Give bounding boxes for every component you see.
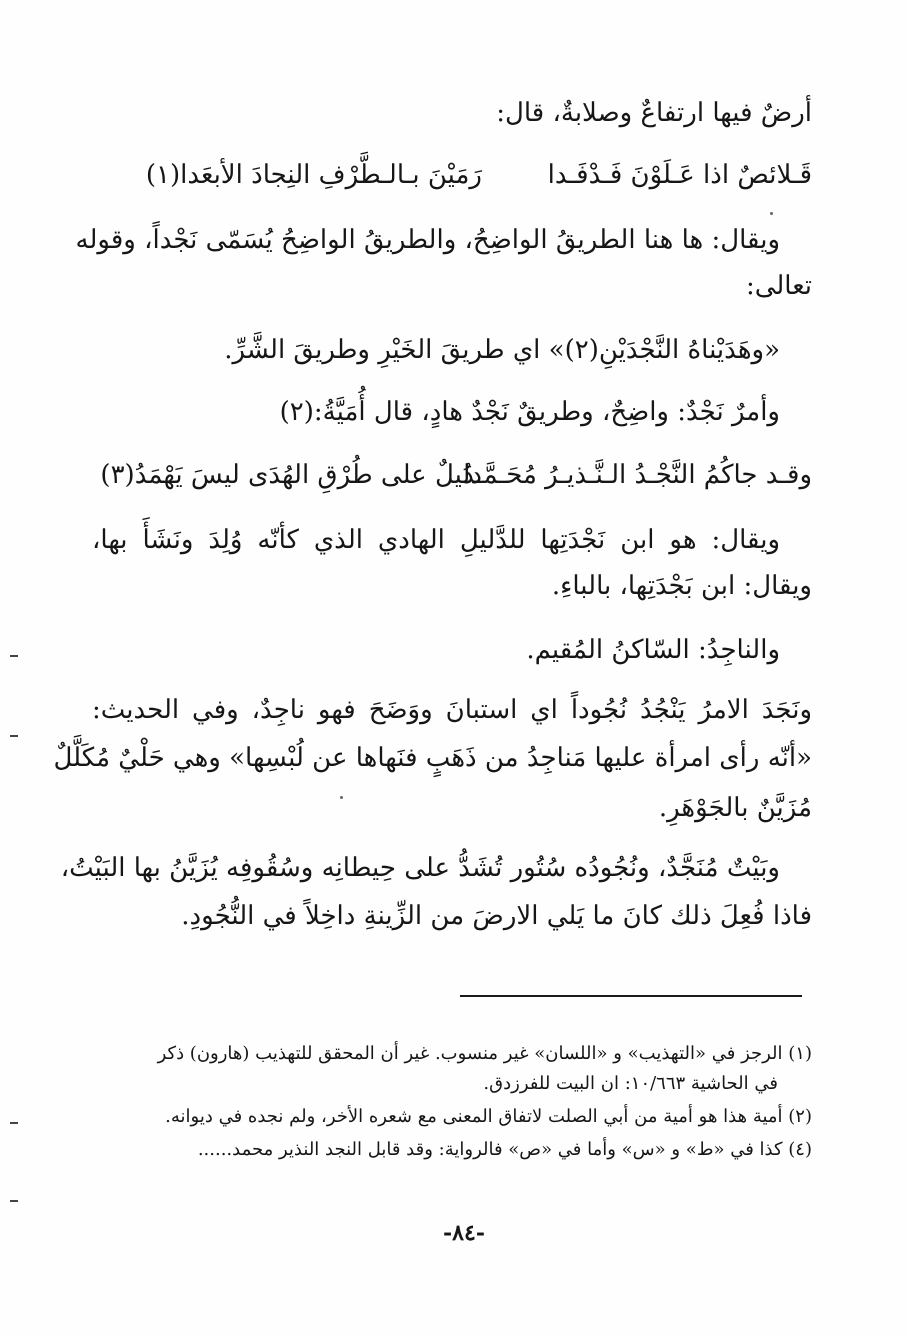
body-line-6: وأمرٌ نَجْدٌ: واضِحٌ، وطريقٌ نَجْدٌ هادٍ، قال أُمَيَّةُ:(٢) [279, 397, 780, 427]
scan-margin-mark [10, 1122, 18, 1124]
verse-line-1 [92, 155, 812, 195]
footnote-2: (٢) أمية هذا هو أمية من أبي الصلت لاتفاق المعنى مع شعره الأخر، ولم نجده في ديوانه. [165, 1106, 812, 1127]
footnote-4: (٤) كذا في «ط» و «س» وأما في «ص» فالرواية: وقد قابل النجد النذير محمد...... [197, 1139, 812, 1160]
scan-margin-mark [10, 735, 18, 737]
page-number: -٨٤- [443, 1220, 485, 1246]
body-line-13: مُزَيَّنٌ بالجَوْهَرِ. [658, 793, 812, 823]
body-line-10: والناجِدُ: السّاكنُ المُقيم. [526, 635, 780, 665]
verse-2-hemistich-1: وقـد جاكُمُ النَّجْـدُ الـنَّـذيـرُ مُحَـمَّـدُ [462, 460, 812, 490]
body-line-12: «أنّه رأى امرأة عليها مَناجِدُ من ذَهَبٍ فنَهاها عن لُبْسِها» وهي حَلْيٌ مُكَلَّلٌ [53, 743, 812, 773]
body-line-8: ويقال: هو ابن نَجْدَتِها للدَّليلِ الهادي الذي كأنّه وُلِدَ ونَشَأَ بها، [92, 525, 780, 555]
footnote-1-line-2: في الحاشية ١٠/٦٦٣: ان البيت للفرزدق. [483, 1073, 778, 1094]
scan-speck [340, 796, 343, 799]
body-line-14: وبَيْتٌ مُنَجَّدٌ، ونُجُودُه سُتُور تُشَدُّ على حِيطانِه وسُقُوفِه يُزَيَّنُ بها البَيْتُ، [60, 853, 780, 883]
verse-1-hemistich-1: قَـلائصٌ اذا عَـلَوْنَ فَـدْفَـدا [547, 160, 812, 190]
body-line-1: أرضٌ فيها ارتفاعٌ وصلابةٌ، قال: [496, 98, 812, 128]
scan-margin-mark [10, 1200, 18, 1202]
body-line-5: «وهَدَيْناهُ النَّجْدَيْنِ(٢)» اي طريقَ الخَيْرِ وطريقَ الشَّرِّ. [224, 335, 780, 365]
body-line-15: فاذا فُعِلَ ذلك كانَ ما يَلي الارضَ من الزِّينةِ داخِلاً في النُّجُودِ. [181, 901, 812, 931]
body-line-3: ويقال: ها هنا الطريقُ الواضِحُ، والطريقُ الواضِحُ يُسَمّى نَجْداً، وقوله [75, 225, 780, 255]
footnote-1-line-1: (١) الرجز في «التهذيب» و «اللسان» غير منسوب. غير أن المحقق للتهذيب (هارون) ذكر [157, 1043, 812, 1064]
body-line-9: ويقال: ابن بَجْدَتِها، بالباءِ. [551, 571, 812, 601]
verse-1-hemistich-2: رَمَيْنَ بـالـطَّرْفِ النِجادَ الأبعَدا(١) [145, 160, 482, 190]
verse-line-2 [92, 455, 812, 495]
scan-margin-mark [10, 655, 18, 657]
scan-speck [770, 212, 773, 215]
footnote-separator [460, 995, 802, 997]
body-line-4: تعالى: [745, 271, 812, 301]
verse-2-hemistich-2: دليلٌ على طُرْقِ الهُدَى ليسَ يَهْمَدُ(٣) [100, 460, 482, 490]
body-line-11: ونَجَدَ الامرُ يَنْجُدُ نُجُوداً اي استبانَ ووَضَحَ فهو ناجِدٌ، وفي الحديث: [92, 695, 812, 725]
